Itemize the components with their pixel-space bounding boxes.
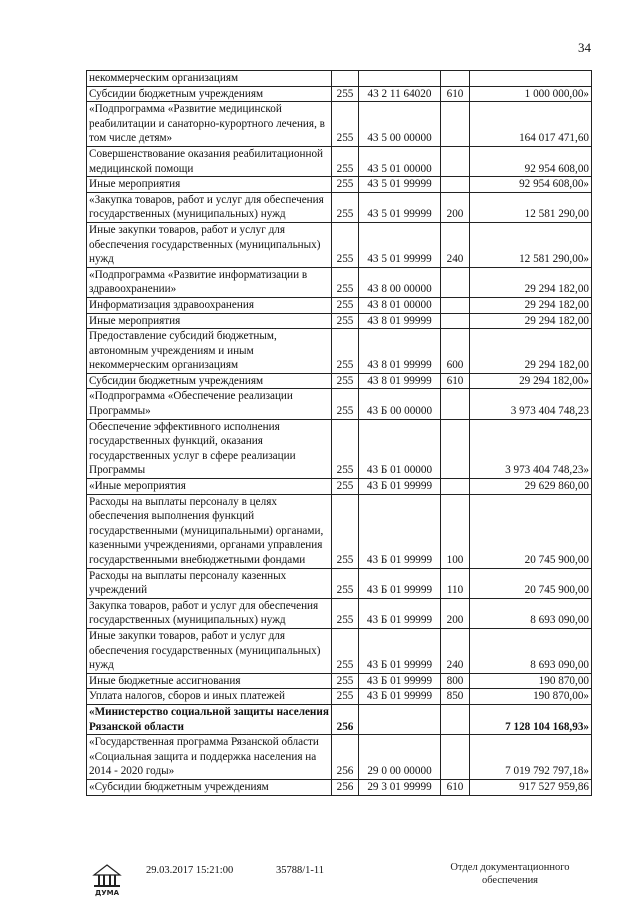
- row-code-cell: 255: [332, 102, 359, 147]
- table-row: [87, 689, 592, 705]
- row-name-cell: Субсидии бюджетным учреждениям: [87, 373, 332, 389]
- row-code-cell: 256: [332, 779, 359, 795]
- row-sum-cell: 29 294 182,00: [470, 297, 592, 313]
- row-type-cell: 610: [441, 86, 470, 102]
- row-article-cell: 43 Б 01 99999: [359, 598, 441, 628]
- table-row: [87, 297, 592, 313]
- row-article-cell: 43 5 00 00000: [359, 102, 441, 147]
- row-article-cell: 43 Б 01 99999: [359, 568, 441, 598]
- table-row: [87, 779, 592, 795]
- row-name-cell: «Государственная программа Рязанской области «Социальная защита и поддержка населения на 2014 - 2020 годы»: [87, 735, 332, 780]
- row-code-cell: 255: [332, 373, 359, 389]
- table-row: [87, 735, 592, 780]
- row-code-cell: 255: [332, 689, 359, 705]
- row-sum-cell: 7 128 104 168,93»: [470, 704, 592, 734]
- row-sum-cell: 7 019 792 797,18»: [470, 735, 592, 780]
- row-type-cell: 240: [441, 222, 470, 267]
- row-code-cell: 256: [332, 704, 359, 734]
- row-code-cell: 255: [332, 494, 359, 568]
- row-article-cell: 43 Б 01 99999: [359, 479, 441, 495]
- row-type-cell: [441, 71, 470, 87]
- row-type-cell: 610: [441, 779, 470, 795]
- row-type-cell: 240: [441, 628, 470, 673]
- row-sum-cell: 29 629 860,00: [470, 479, 592, 495]
- row-type-cell: [441, 177, 470, 193]
- row-article-cell: 43 Б 00 00000: [359, 389, 441, 419]
- row-sum-cell: 20 745 900,00: [470, 568, 592, 598]
- row-type-cell: [441, 735, 470, 780]
- row-code-cell: 255: [332, 313, 359, 329]
- table-row: [87, 102, 592, 147]
- table-row: [87, 146, 592, 176]
- row-sum-cell: 164 017 471,60: [470, 102, 592, 147]
- page-number: 34: [578, 40, 591, 55]
- row-sum-cell: 92 954 608,00»: [470, 177, 592, 193]
- row-name-cell: Иные бюджетные ассигнования: [87, 673, 332, 689]
- row-sum-cell: 29 294 182,00: [470, 329, 592, 374]
- table-row: [87, 329, 592, 374]
- row-name-cell: Совершенствование оказания реабилитационной медицинской помощи: [87, 146, 332, 176]
- row-name-cell: Субсидии бюджетным учреждениям: [87, 86, 332, 102]
- table-row: [87, 222, 592, 267]
- row-type-cell: [441, 704, 470, 734]
- duma-building-icon: [90, 863, 124, 897]
- row-code-cell: 255: [332, 673, 359, 689]
- row-name-cell: Уплата налогов, сборов и иных платежей: [87, 689, 332, 705]
- row-name-cell: Иные закупки товаров, работ и услуг для обеспечения государственных (муниципальных) нужд: [87, 222, 332, 267]
- table-row: [87, 673, 592, 689]
- row-type-cell: 110: [441, 568, 470, 598]
- row-code-cell: 255: [332, 146, 359, 176]
- row-type-cell: [441, 419, 470, 478]
- row-type-cell: 200: [441, 192, 470, 222]
- row-type-cell: [441, 146, 470, 176]
- row-code-cell: 255: [332, 389, 359, 419]
- row-article-cell: 43 Б 01 99999: [359, 673, 441, 689]
- table-row: [87, 419, 592, 478]
- row-sum-cell: 12 581 290,00»: [470, 222, 592, 267]
- row-code-cell: 255: [332, 568, 359, 598]
- row-article-cell: 43 Б 01 99999: [359, 689, 441, 705]
- row-name-cell: Обеспечение эффективного исполнения государственных функций, оказания государственных услуг в сфере реализации Программы: [87, 419, 332, 478]
- row-name-cell: Информатизация здравоохранения: [87, 297, 332, 313]
- row-article-cell: 43 5 01 00000: [359, 146, 441, 176]
- row-name-cell: «Подпрограмма «Развитие медицинской реабилитации и санаторно-курортного лечения, в том числе детям»: [87, 102, 332, 147]
- table-row: [87, 373, 592, 389]
- row-type-cell: 800: [441, 673, 470, 689]
- row-type-cell: 600: [441, 329, 470, 374]
- row-sum-cell: 8 693 090,00: [470, 628, 592, 673]
- row-sum-cell: 3 973 404 748,23: [470, 389, 592, 419]
- row-code-cell: 255: [332, 177, 359, 193]
- table-row: [87, 267, 592, 297]
- row-sum-cell: 92 954 608,00: [470, 146, 592, 176]
- row-article-cell: 43 8 01 99999: [359, 373, 441, 389]
- budget-table-body: [87, 71, 592, 796]
- row-sum-cell: 20 745 900,00: [470, 494, 592, 568]
- row-sum-cell: 190 870,00»: [470, 689, 592, 705]
- row-code-cell: 255: [332, 628, 359, 673]
- row-article-cell: 43 2 11 64020: [359, 86, 441, 102]
- table-row: [87, 177, 592, 193]
- row-name-cell: «Субсидии бюджетным учреждениям: [87, 779, 332, 795]
- row-name-cell: «Министерство социальной защиты населения Рязанской области: [87, 704, 332, 734]
- row-name-cell: Расходы на выплаты персоналу казенных учреждений: [87, 568, 332, 598]
- row-sum-cell: 917 527 959,86: [470, 779, 592, 795]
- row-type-cell: [441, 479, 470, 495]
- row-type-cell: [441, 313, 470, 329]
- row-name-cell: Расходы на выплаты персоналу в целях обеспечения выполнения функций государственными (муниципальными) органами, казенными учреждениями, органами управления государственными внебюджетными фондами: [87, 494, 332, 568]
- row-sum-cell: 1 000 000,00»: [470, 86, 592, 102]
- row-code-cell: 255: [332, 479, 359, 495]
- row-code-cell: 255: [332, 598, 359, 628]
- row-type-cell: [441, 297, 470, 313]
- row-type-cell: 850: [441, 689, 470, 705]
- row-article-cell: 43 Б 01 99999: [359, 494, 441, 568]
- row-article-cell: 43 8 01 99999: [359, 329, 441, 374]
- row-sum-cell: 12 581 290,00: [470, 192, 592, 222]
- row-sum-cell: 29 294 182,00: [470, 313, 592, 329]
- row-name-cell: «Закупка товаров, работ и услуг для обеспечения государственных (муниципальных) нужд: [87, 192, 332, 222]
- row-article-cell: 29 0 00 00000: [359, 735, 441, 780]
- footer-datetime: 29.03.2017 15:21:00: [146, 865, 234, 876]
- duma-logo-text: ДУМА: [94, 889, 120, 897]
- row-sum-cell: 3 973 404 748,23»: [470, 419, 592, 478]
- row-name-cell: Предоставление субсидий бюджетным, автономным учреждениям и иным некоммерческим организациям: [87, 329, 332, 374]
- footer-department-stamp: Отдел документационного обеспечения: [450, 862, 570, 886]
- row-code-cell: 255: [332, 297, 359, 313]
- row-sum-cell: [470, 71, 592, 87]
- row-type-cell: 610: [441, 373, 470, 389]
- table-row: [87, 86, 592, 102]
- row-name-cell: Закупка товаров, работ и услуг для обеспечения государственных (муниципальных) нужд: [87, 598, 332, 628]
- row-article-cell: 43 5 01 99999: [359, 177, 441, 193]
- row-name-cell: «Подпрограмма «Обеспечение реализации Программы»: [87, 389, 332, 419]
- table-row: [87, 568, 592, 598]
- row-sum-cell: 190 870,00: [470, 673, 592, 689]
- row-article-cell: 43 8 01 99999: [359, 313, 441, 329]
- row-name-cell: «Подпрограмма «Развитие информатизации в здравоохранении»: [87, 267, 332, 297]
- row-article-cell: 43 8 01 00000: [359, 297, 441, 313]
- row-code-cell: 255: [332, 267, 359, 297]
- row-article-cell: [359, 71, 441, 87]
- table-row: [87, 313, 592, 329]
- row-name-cell: некоммерческим организациям: [87, 71, 332, 87]
- table-row: [87, 598, 592, 628]
- row-article-cell: [359, 704, 441, 734]
- row-name-cell: Иные закупки товаров, работ и услуг для обеспечения государственных (муниципальных) нужд: [87, 628, 332, 673]
- row-type-cell: 100: [441, 494, 470, 568]
- row-sum-cell: 8 693 090,00: [470, 598, 592, 628]
- row-name-cell: «Иные мероприятия: [87, 479, 332, 495]
- row-name-cell: Иные мероприятия: [87, 177, 332, 193]
- row-code-cell: 255: [332, 329, 359, 374]
- row-article-cell: 29 3 01 99999: [359, 779, 441, 795]
- row-code-cell: 256: [332, 735, 359, 780]
- row-code-cell: [332, 71, 359, 87]
- row-type-cell: [441, 389, 470, 419]
- row-code-cell: 255: [332, 192, 359, 222]
- row-type-cell: [441, 267, 470, 297]
- table-row: [87, 71, 592, 87]
- page-footer: [0, 857, 640, 905]
- row-code-cell: 255: [332, 222, 359, 267]
- table-row: [87, 494, 592, 568]
- row-sum-cell: 29 294 182,00»: [470, 373, 592, 389]
- row-code-cell: 255: [332, 419, 359, 478]
- table-row: [87, 192, 592, 222]
- row-type-cell: 200: [441, 598, 470, 628]
- row-name-cell: Иные мероприятия: [87, 313, 332, 329]
- row-article-cell: 43 Б 01 99999: [359, 628, 441, 673]
- table-row: [87, 389, 592, 419]
- row-sum-cell: 29 294 182,00: [470, 267, 592, 297]
- footer-document-number: 35788/1-11: [276, 865, 325, 876]
- table-row: [87, 479, 592, 495]
- table-row: [87, 704, 592, 734]
- row-type-cell: [441, 102, 470, 147]
- row-article-cell: 43 Б 01 00000: [359, 419, 441, 478]
- row-code-cell: 255: [332, 86, 359, 102]
- row-article-cell: 43 8 00 00000: [359, 267, 441, 297]
- table-row: [87, 628, 592, 673]
- row-article-cell: 43 5 01 99999: [359, 222, 441, 267]
- budget-table: [86, 70, 592, 796]
- row-article-cell: 43 5 01 99999: [359, 192, 441, 222]
